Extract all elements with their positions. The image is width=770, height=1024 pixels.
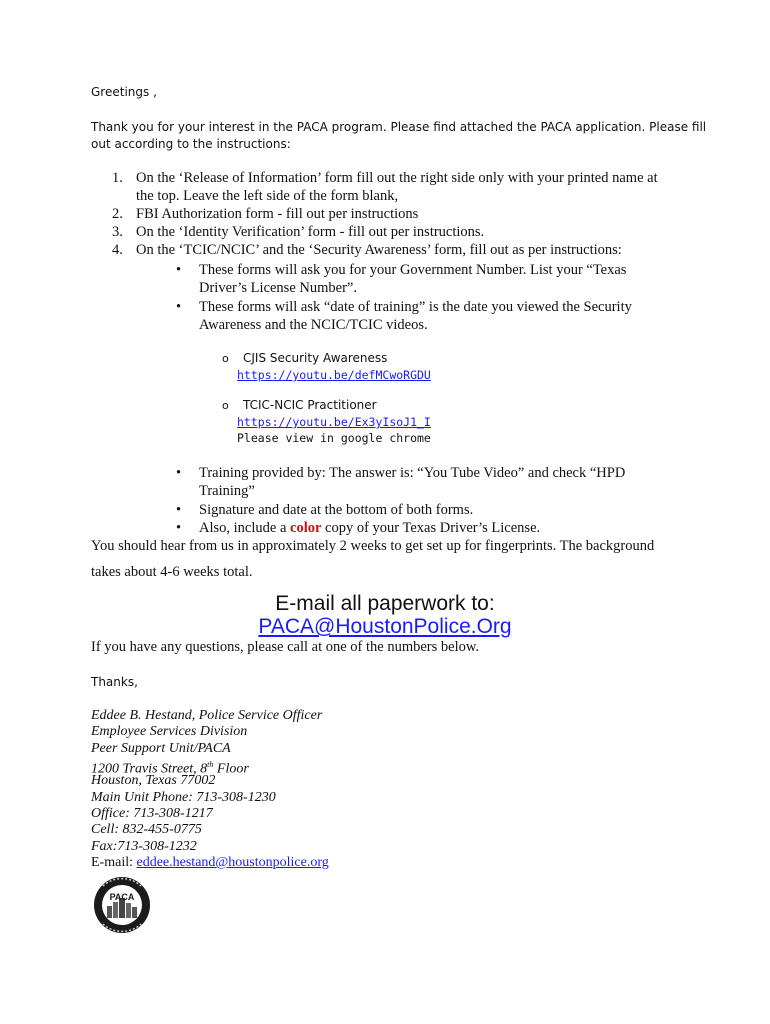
signature-division: Employee Services Division [91,724,248,739]
sub-bullet-icon: o [222,399,229,412]
browser-note: Please view in google chrome [237,431,431,445]
instruction-text-continued: the top. Leave the left side of the form blank, [136,187,399,204]
bullet-text: These forms will ask “date of training” is the date you viewed the Security [199,299,632,315]
intro-line-1: Thank you for your interest in the PACA program. Please find attached the PACA application. Please fill [91,120,707,134]
signature-cell-phone: Cell: 832-455-0775 [91,822,202,837]
signature-name: Eddee B. Hestand, Police Service Officer [91,708,323,723]
thanks-text: Thanks, [91,675,138,689]
bullet-date-of-training [176,298,681,334]
bullet-icon: • [176,520,182,536]
bullet-icon: • [176,262,182,278]
bullet-icon: • [176,299,182,315]
email-label: E-mail: [91,855,137,870]
instruction-number: 4. [112,242,123,258]
bullet-signature [176,501,681,519]
intro-line-2: out according to the instructions: [91,137,291,151]
signature-email [91,855,329,871]
instruction-text: On the ‘TCIC/NCIC’ and the ‘Security Awareness’ form, fill out as per instructions: [136,242,622,258]
instruction-item-4 [112,242,682,260]
bullet-text: Training provided by: The answer is: “You Tube Video” and check “HPD [199,465,626,481]
instruction-text: FBI Authorization form - fill out per instructions [136,206,419,222]
bullet-text-continued: Training” [199,483,255,499]
greeting: Greetings , [91,85,157,99]
instruction-number: 1. [112,170,123,186]
street-text: 1200 Travis Street, 8 [91,761,208,777]
questions-text: If you have any questions, please call at one of the numbers below. [91,639,480,655]
street-superscript: th [207,760,214,769]
instruction-number: 2. [112,206,123,222]
street-floor: Floor [213,761,249,777]
signature-city: Houston, Texas 77002 [91,773,216,788]
bullet-icon: • [176,502,182,518]
bullet-training-provided [176,464,681,500]
signature-fax: Fax:713-308-1232 [91,839,197,854]
bullet-text: These forms will ask you for your Government Number. List your “Texas [199,262,627,278]
paca-seal-icon [93,876,151,934]
paca-seal-logo [93,876,151,934]
signature-office-phone: Office: 713-308-1217 [91,806,213,821]
logo-text: PACA [109,892,135,902]
instruction-item-1 [112,170,682,205]
timeline-line-2: takes about 4-6 weeks total. [91,564,253,580]
instruction-text: On the ‘Release of Information’ form fill out the right side only with your printed name at [136,170,658,186]
bullet-text-pre: Also, include a [199,520,291,536]
email-address-row [0,614,770,639]
instruction-text: On the ‘Identity Verification’ form - fill out per instructions. [136,224,485,240]
bullet-icon: • [176,465,182,481]
bullet-text: Signature and date at the bottom of both forms. [199,502,474,518]
bullet-text [199,519,681,537]
signature-unit: Peer Support Unit/PACA [91,741,231,756]
bullet-text-continued: Driver’s License Number”. [199,280,357,296]
video-link-tcic-ncic[interactable]: https://youtu.be/Ex3yIsoJ1_I [237,415,431,429]
bullet-text-post: copy of your Texas Driver’s License. [321,520,541,536]
instruction-item-2 [112,206,682,224]
email-heading: E-mail all paperwork to: [275,592,495,615]
video-link-cjis[interactable]: https://youtu.be/defMCwoRGDU [237,368,431,382]
email-address-link[interactable]: PACA@HoustonPolice.Org [258,615,512,638]
signature-email-link[interactable]: eddee.hestand@houstonpolice.org [136,855,329,870]
bullet-government-number [176,261,681,297]
signature-main-phone: Main Unit Phone: 713-308-1230 [91,790,276,805]
video-title-cjis: CJIS Security Awareness [243,351,388,365]
instruction-number: 3. [112,224,123,240]
color-emphasis: color [290,520,322,536]
bullet-text-continued: Awareness and the NCIC/TCIC videos. [199,317,428,333]
sub-bullet-icon: o [222,352,229,365]
timeline-line-1: You should hear from us in approximately 2 weeks to get set up for fingerprints. The background [91,538,655,554]
video-title-tcic-ncic: TCIC-NCIC Practitioner [243,398,377,412]
instruction-item-3 [112,224,682,242]
bullet-color-copy [176,519,681,537]
